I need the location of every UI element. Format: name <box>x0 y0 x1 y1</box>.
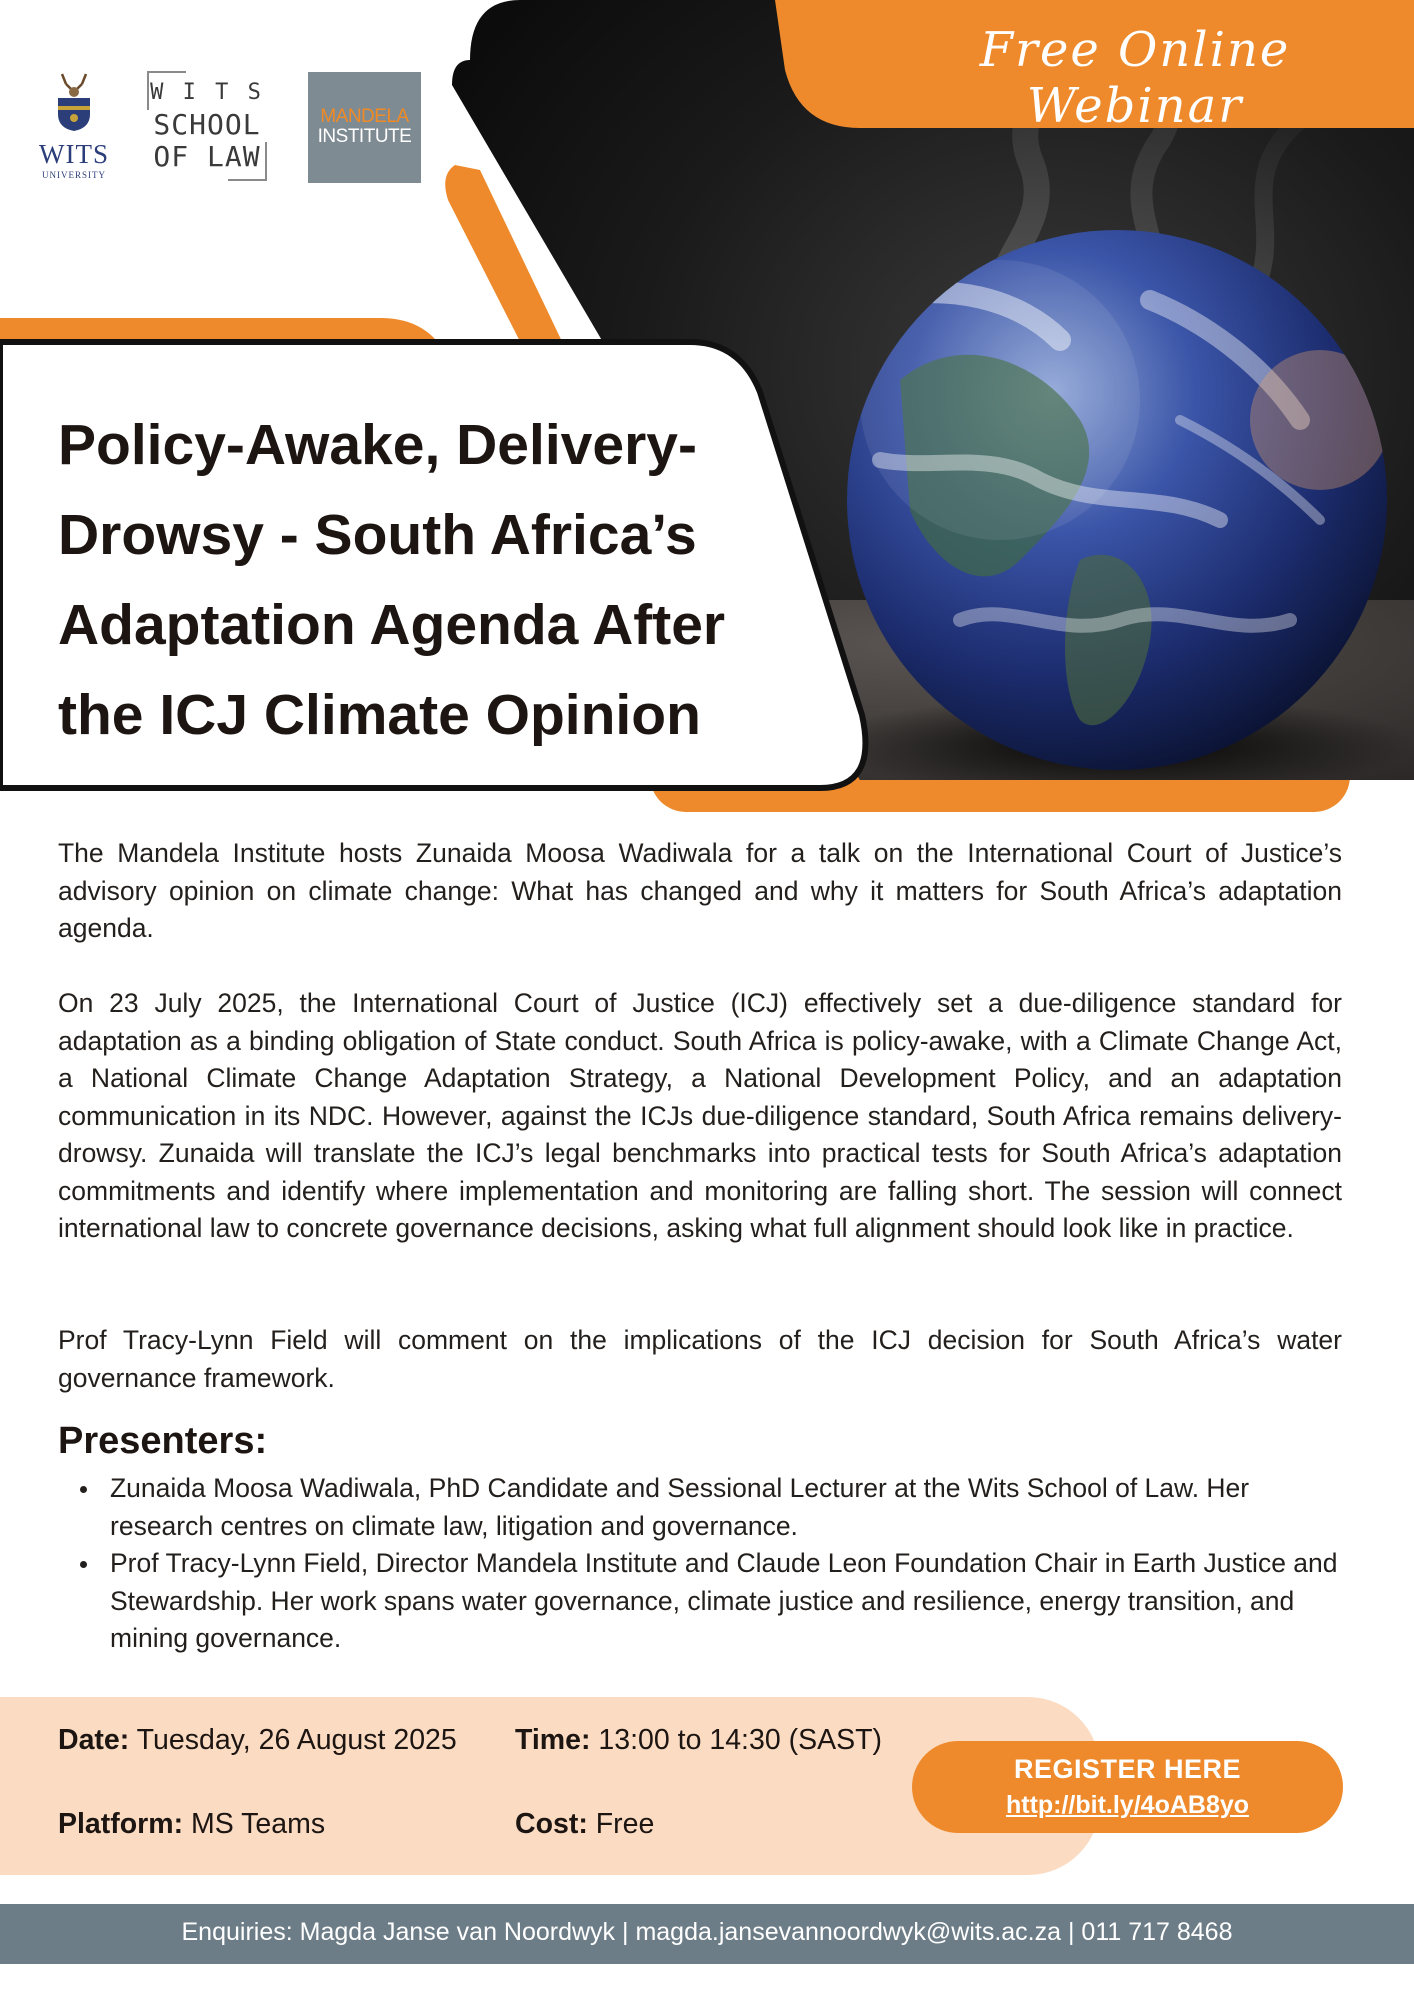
event-cost <box>515 1808 654 1841</box>
date-value: Tuesday, 26 August 2025 <box>136 1724 457 1756</box>
presenter-item <box>58 1470 1358 1545</box>
event-time <box>515 1724 882 1757</box>
time-value: 13:00 to 14:30 (SAST) <box>598 1724 883 1756</box>
bullet-icon <box>80 1486 87 1493</box>
date-label: Date: <box>58 1724 130 1756</box>
presenters-heading: Presenters: <box>58 1420 268 1462</box>
mandela-logo-line1: MANDELA <box>320 106 409 127</box>
presenters-list <box>58 1470 1358 1658</box>
details-paragraph: On 23 July 2025, the International Court of Justice (ICJ) effectively set a due-diligence standard for adaptation as a binding obligation of State conduct. South Africa is policy-awake, with a Climate Change Act, a National Climate Change Adaptation Strategy, a National Development Policy, and an adaptation communication in its NDC. However, against the ICJs due-diligence standard, South Africa remains delivery-drowsy. Zunaida will translate the ICJ’s legal benchmarks into practical tests for South Africa’s adaptation commitments and identify where implementation and monitoring are falling short. The session will connect international law to concrete governance decisions, asking what full alignment should look like in practice. <box>58 988 1342 1243</box>
event-date <box>58 1724 457 1757</box>
mandela-logo-line2: INSTITUTE <box>317 126 412 147</box>
presenter-item <box>58 1545 1358 1658</box>
platform-label: Platform: <box>58 1808 184 1840</box>
wits-crest-icon <box>54 70 94 132</box>
register-label: REGISTER HERE <box>1013 1754 1242 1784</box>
wits-university-logo <box>38 70 110 185</box>
law-logo-of-law: OF LAW <box>153 140 261 173</box>
wits-school-of-law-logo <box>146 70 268 182</box>
presenter-text: Prof Tracy-Lynn Field, Director Mandela Institute and Claude Leon Foundation Chair in Earth Justice and Stewardship. Her work spans water governance, climate justice and resilience, energy transition, and mining governance. <box>110 1548 1338 1653</box>
register-button[interactable] <box>912 1741 1343 1833</box>
time-label: Time: <box>515 1724 591 1756</box>
cost-label: Cost: <box>515 1808 588 1840</box>
intro-paragraph: The Mandela Institute hosts Zunaida Moosa Wadiwala for a talk on the International Court of Justice’s advisory opinion on climate change: What has changed and why it matters for South Africa’s adaptation agenda. <box>58 838 1342 943</box>
platform-value: MS Teams <box>191 1808 326 1840</box>
bullet-icon <box>80 1561 87 1568</box>
wits-wordmark: WITS <box>39 139 109 169</box>
cost-value: Free <box>595 1808 655 1840</box>
event-platform <box>58 1808 325 1841</box>
event-title: Policy-Awake, Delivery-Drowsy - South Africa’s Adaptation Agenda After the ICJ Climate Opinion <box>58 413 726 747</box>
wits-university-text: UNIVERSITY <box>42 170 106 180</box>
enquiries-text: Enquiries: Magda Janse van Noordwyk | magda.jansevannoordwyk@wits.ac.za | 011 717 8468 <box>181 1918 1233 1946</box>
enquiries-footer <box>0 1904 1414 1964</box>
law-logo-school: SCHOOL <box>153 108 261 141</box>
mandela-institute-logo <box>308 72 421 183</box>
law-logo-wits: W I T S <box>150 80 264 105</box>
free-online-webinar-banner: Free Online Webinar <box>979 22 1291 134</box>
presenter-text: Zunaida Moosa Wadiwala, PhD Candidate and Sessional Lecturer at the Wits School of Law. Her research centres on climate law, litigation and governance. <box>110 1473 1250 1541</box>
register-link[interactable]: http://bit.ly/4oAB8yo <box>1005 1791 1250 1819</box>
comment-paragraph: Prof Tracy-Lynn Field will comment on the implications of the ICJ decision for South Africa’s water governance framework. <box>58 1325 1342 1393</box>
